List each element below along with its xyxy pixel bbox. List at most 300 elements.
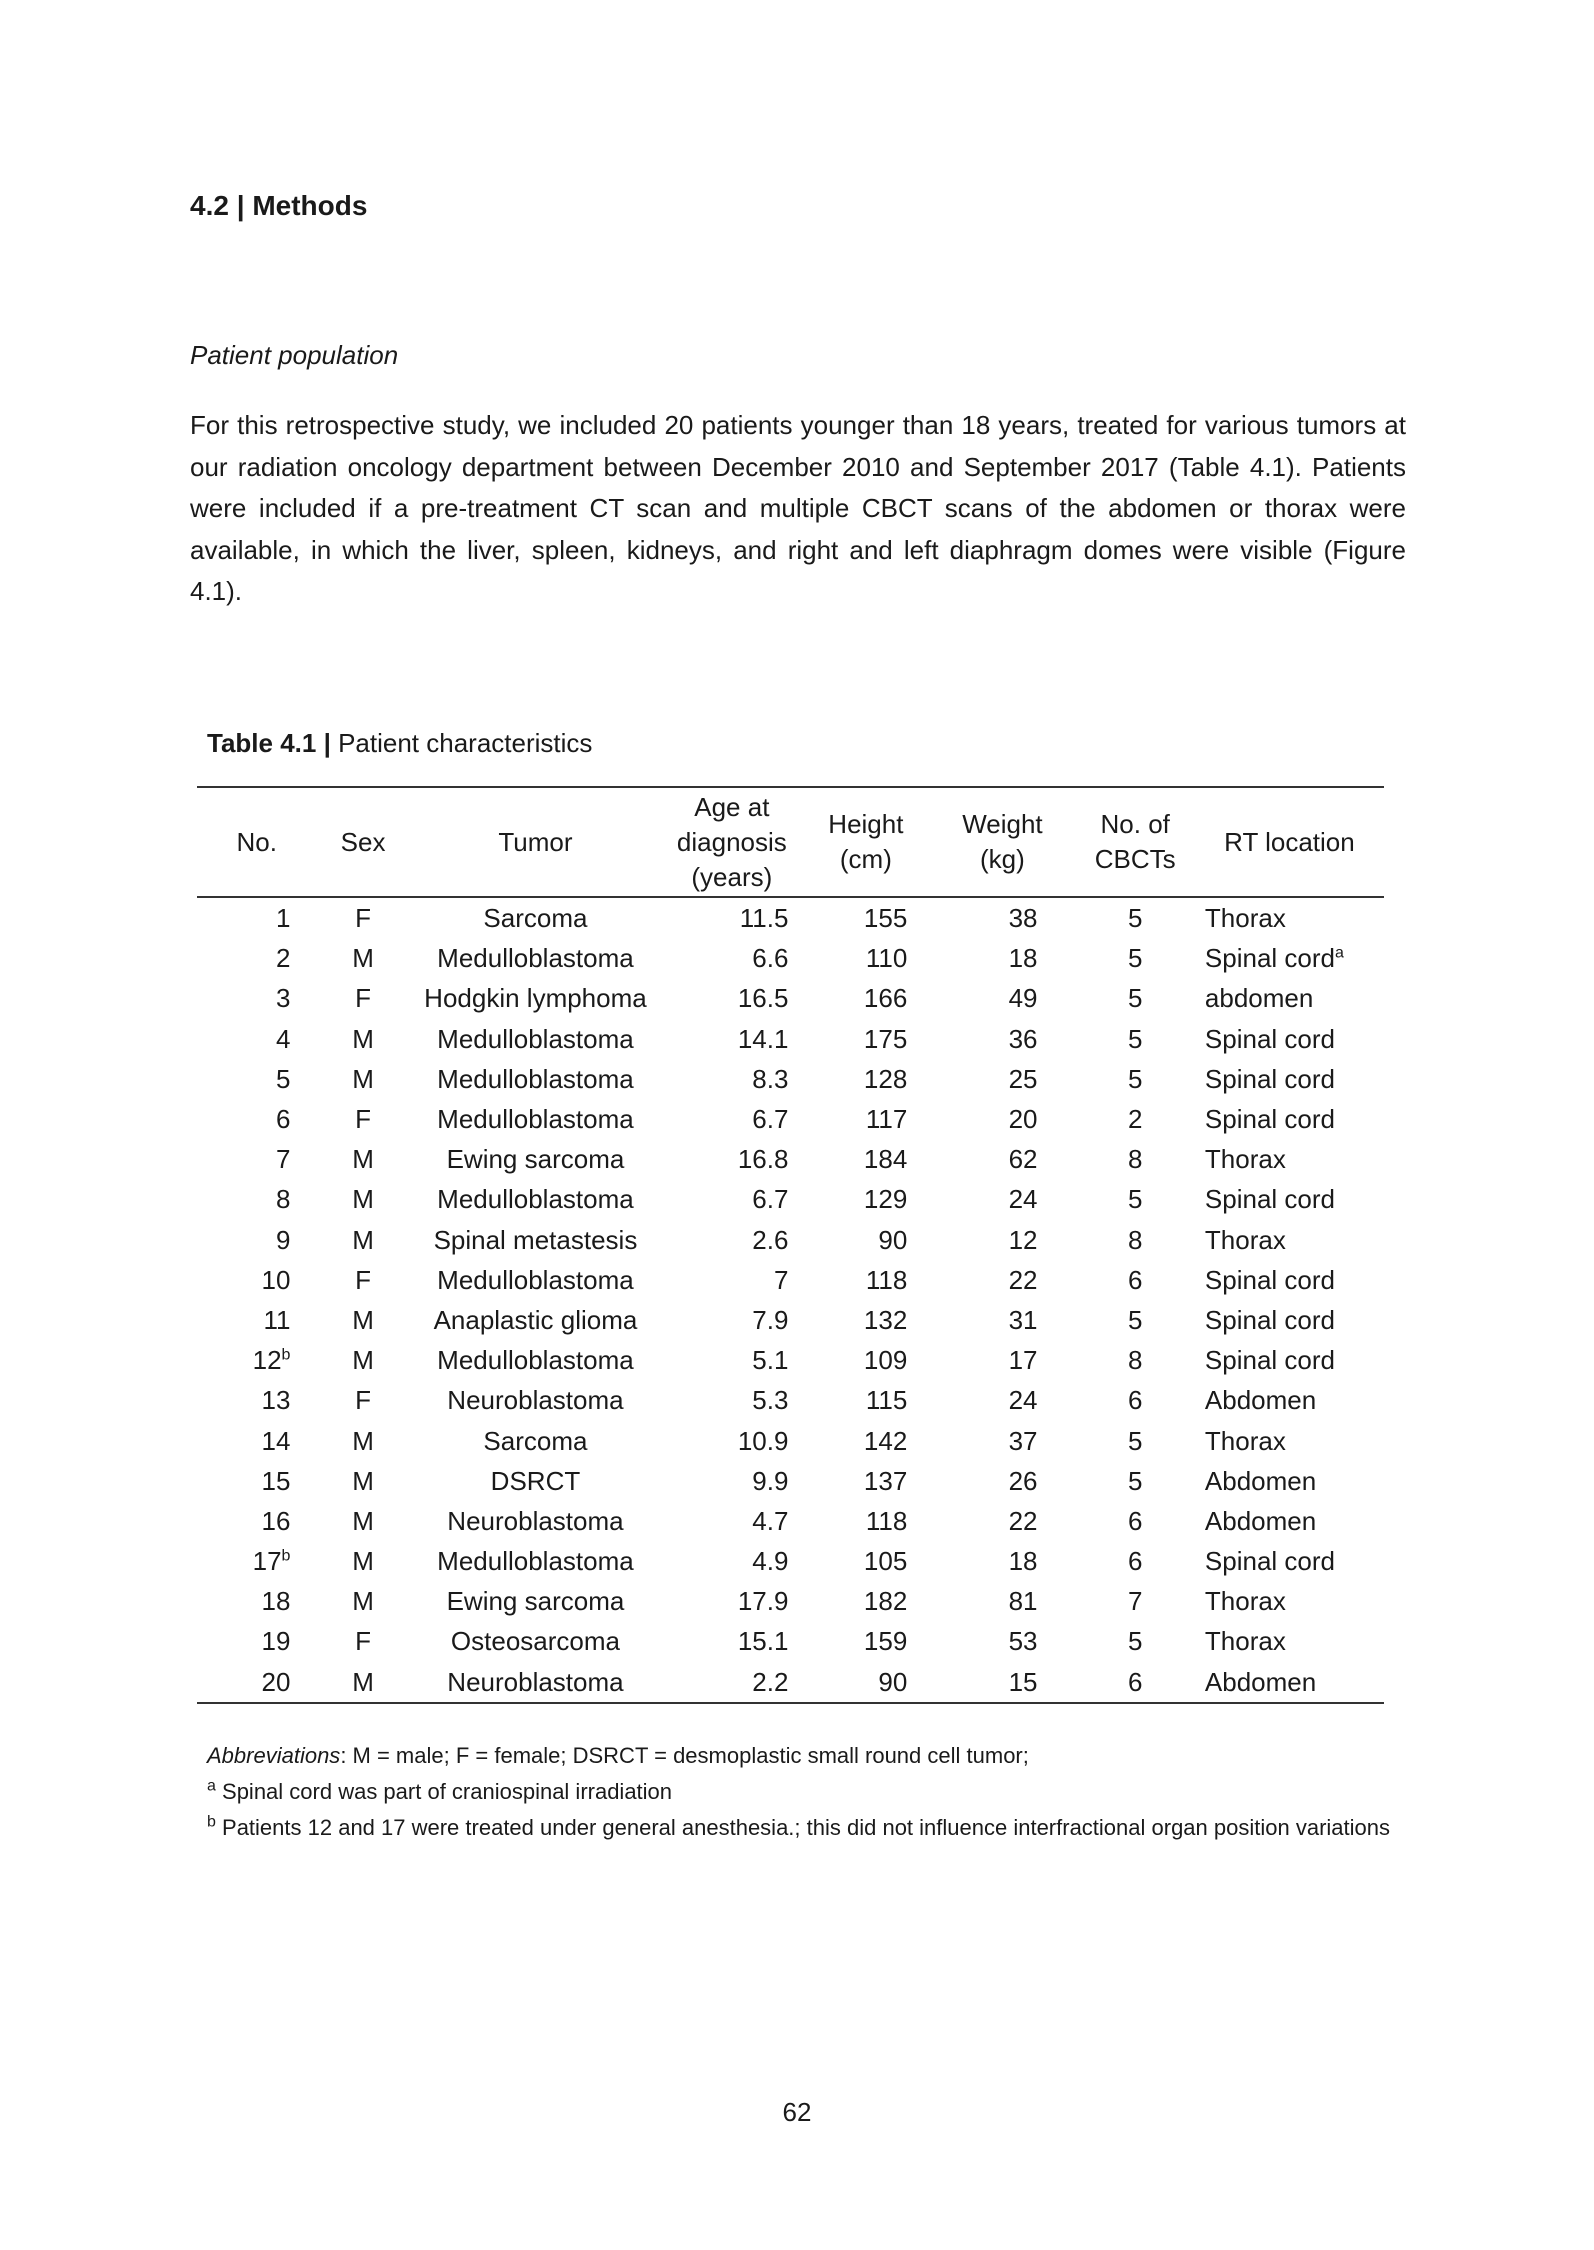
cell-no <box>197 1501 316 1541</box>
header-tumor: Tumor <box>410 787 662 897</box>
cell-cbcts <box>1076 1179 1195 1219</box>
cell-tumor <box>410 1380 662 1420</box>
cell-no-value: 17 <box>252 1546 282 1577</box>
cell-age-value: 4.9 <box>752 1546 789 1577</box>
patient-characteristics-table <box>197 786 1384 1704</box>
cell-weight <box>929 1019 1075 1059</box>
table-row <box>197 1621 1384 1661</box>
cell-rt-location-value: Thorax <box>1204 903 1286 934</box>
cell-sex <box>316 1300 409 1340</box>
header-weight-line2: (kg) <box>980 844 1025 874</box>
cell-sex <box>316 1662 409 1703</box>
table-row <box>197 1179 1384 1219</box>
cell-no <box>197 1380 316 1420</box>
cell-weight-value: 24 <box>1008 1385 1038 1416</box>
footnote-b-text: Patients 12 and 17 were treated under general anesthesia.; this did not influence interfractional organ position variations <box>215 1815 1390 1840</box>
cell-weight-value: 49 <box>1008 983 1038 1014</box>
cell-tumor <box>410 1581 662 1621</box>
cell-cbcts-value: 5 <box>1127 1626 1143 1657</box>
cell-height <box>802 1461 929 1501</box>
cell-height <box>802 1420 929 1460</box>
cell-age <box>661 1340 802 1380</box>
cell-sex-value: M <box>352 1023 374 1054</box>
cell-tumor <box>410 1662 662 1703</box>
cell-no <box>197 1220 316 1260</box>
cell-cbcts <box>1076 938 1195 978</box>
cell-sex-value: M <box>352 1345 374 1376</box>
cell-tumor <box>410 897 662 938</box>
header-age-line3: (years) <box>691 861 773 892</box>
cell-no-value: 6 <box>275 1104 291 1135</box>
cell-weight <box>929 1260 1075 1300</box>
cell-weight-value: 24 <box>1008 1184 1038 1215</box>
footnote-marker: a <box>1335 944 1344 962</box>
cell-sex <box>316 1139 409 1179</box>
footnote-abbreviations <box>207 1738 1407 1774</box>
cell-rt-location-value: Spinal cord <box>1204 1184 1335 1215</box>
cell-tumor <box>410 1621 662 1661</box>
table-header-row <box>197 787 1384 897</box>
table-row <box>197 1581 1384 1621</box>
cell-age-value: 7.9 <box>752 1304 789 1335</box>
cell-cbcts <box>1076 1139 1195 1179</box>
cell-sex-value: F <box>355 1626 372 1657</box>
cell-height-value: 129 <box>863 1184 908 1215</box>
cell-weight-value: 18 <box>1008 943 1038 974</box>
cell-cbcts <box>1076 1340 1195 1380</box>
cell-rt-location-value: Spinal cord <box>1204 1546 1335 1577</box>
cell-sex <box>316 1380 409 1420</box>
table-row <box>197 897 1384 938</box>
cell-sex-value: F <box>355 1264 372 1295</box>
table-caption <box>207 728 592 759</box>
cell-cbcts-value: 8 <box>1127 1345 1143 1376</box>
cell-tumor-value: Neuroblastoma <box>447 1385 624 1416</box>
cell-age <box>661 1581 802 1621</box>
cell-weight-value: 22 <box>1008 1264 1038 1295</box>
cell-age <box>661 1139 802 1179</box>
cell-height <box>802 1621 929 1661</box>
table-row <box>197 1662 1384 1703</box>
cell-rt-location-value: Abdomen <box>1204 1666 1317 1697</box>
cell-cbcts <box>1076 1300 1195 1340</box>
cell-rt-location <box>1195 1179 1384 1219</box>
subheading: Patient population <box>190 340 399 370</box>
footnote-b-mark: b <box>207 1813 216 1831</box>
cell-cbcts <box>1076 1420 1195 1460</box>
cell-height <box>802 1581 929 1621</box>
cell-tumor <box>410 1340 662 1380</box>
cell-no <box>197 1300 316 1340</box>
cell-weight-value: 17 <box>1008 1345 1038 1376</box>
cell-tumor-value: Medulloblastoma <box>437 1264 634 1295</box>
footnote-marker: b <box>281 1547 291 1565</box>
cell-rt-location-value: Thorax <box>1204 1586 1286 1617</box>
cell-tumor-value: Medulloblastoma <box>437 1345 634 1376</box>
cell-no-value: 14 <box>261 1425 291 1456</box>
cell-rt-location <box>1195 1621 1384 1661</box>
cell-rt-location <box>1195 1139 1384 1179</box>
cell-height-value: 128 <box>863 1063 908 1094</box>
cell-no <box>197 1099 316 1139</box>
cell-weight-value: 53 <box>1008 1626 1038 1657</box>
cell-cbcts <box>1076 1581 1195 1621</box>
cell-no-value: 8 <box>275 1184 291 1215</box>
footnote-a <box>207 1774 1407 1810</box>
cell-height <box>802 1300 929 1340</box>
cell-no-value: 16 <box>261 1505 291 1536</box>
cell-tumor-value: Hodgkin lymphoma <box>424 983 647 1014</box>
header-rt-location: RT location <box>1195 787 1384 897</box>
cell-cbcts-value: 5 <box>1127 943 1143 974</box>
cell-weight <box>929 1220 1075 1260</box>
cell-weight <box>929 1501 1075 1541</box>
cell-rt-location <box>1195 1420 1384 1460</box>
cell-cbcts <box>1076 1019 1195 1059</box>
cell-tumor-value: Medulloblastoma <box>437 1184 634 1215</box>
cell-no-value: 15 <box>261 1465 291 1496</box>
cell-age <box>661 1220 802 1260</box>
cell-height-value: 155 <box>863 903 908 934</box>
cell-age-value: 9.9 <box>752 1465 789 1496</box>
cell-rt-location <box>1195 1099 1384 1139</box>
cell-weight-value: 18 <box>1008 1546 1038 1577</box>
cell-no-value: 10 <box>261 1264 291 1295</box>
cell-no <box>197 1461 316 1501</box>
cell-no <box>197 1059 316 1099</box>
cell-age <box>661 1179 802 1219</box>
cell-tumor <box>410 978 662 1018</box>
cell-height <box>802 1220 929 1260</box>
header-cbcts <box>1076 787 1195 897</box>
cell-no-value: 19 <box>261 1626 291 1657</box>
cell-sex <box>316 1340 409 1380</box>
table-row <box>197 1139 1384 1179</box>
section-heading: 4.2 | Methods <box>190 190 368 221</box>
cell-rt-location <box>1195 1380 1384 1420</box>
cell-rt-location <box>1195 938 1384 978</box>
cell-tumor-value: Ewing sarcoma <box>446 1586 625 1617</box>
table-body <box>197 897 1384 1703</box>
cell-age-value: 6.7 <box>752 1184 789 1215</box>
cell-tumor-value: Medulloblastoma <box>437 1023 634 1054</box>
cell-cbcts-value: 7 <box>1127 1586 1143 1617</box>
cell-weight <box>929 1420 1075 1460</box>
table-row <box>197 1300 1384 1340</box>
cell-tumor-value: Osteosarcoma <box>450 1626 620 1657</box>
cell-sex <box>316 1179 409 1219</box>
cell-no <box>197 1621 316 1661</box>
cell-height <box>802 1380 929 1420</box>
cell-cbcts-value: 8 <box>1127 1224 1143 1255</box>
cell-height-value: 182 <box>863 1586 908 1617</box>
cell-rt-location-value: Thorax <box>1204 1144 1286 1175</box>
cell-height <box>802 1662 929 1703</box>
table-row <box>197 1461 1384 1501</box>
cell-tumor-value: Medulloblastoma <box>437 943 634 974</box>
cell-height-value: 90 <box>878 1666 908 1697</box>
cell-no <box>197 1340 316 1380</box>
cell-rt-location-value: Abdomen <box>1204 1385 1317 1416</box>
cell-height <box>802 1501 929 1541</box>
cell-no-value: 3 <box>275 983 291 1014</box>
cell-cbcts <box>1076 1380 1195 1420</box>
table-row <box>197 1059 1384 1099</box>
cell-rt-location <box>1195 1340 1384 1380</box>
cell-sex <box>316 1581 409 1621</box>
table-row <box>197 1220 1384 1260</box>
cell-weight-value: 20 <box>1008 1104 1038 1135</box>
cell-sex-value: M <box>352 1505 374 1536</box>
header-height <box>802 787 929 897</box>
cell-sex-value: M <box>352 1144 374 1175</box>
cell-cbcts <box>1076 1099 1195 1139</box>
cell-height-value: 105 <box>863 1546 908 1577</box>
cell-tumor <box>410 1260 662 1300</box>
table-footnotes <box>207 1738 1407 1846</box>
cell-age <box>661 1501 802 1541</box>
cell-age-value: 14.1 <box>737 1023 789 1054</box>
cell-no-value: 18 <box>261 1586 291 1617</box>
cell-cbcts-value: 6 <box>1127 1666 1143 1697</box>
cell-height-value: 166 <box>863 983 908 1014</box>
table-row <box>197 1340 1384 1380</box>
cell-sex-value: F <box>355 1104 372 1135</box>
cell-sex-value: M <box>352 1546 374 1577</box>
cell-cbcts-value: 5 <box>1127 1063 1143 1094</box>
cell-sex-value: M <box>352 1063 374 1094</box>
cell-cbcts-value: 6 <box>1127 1505 1143 1536</box>
cell-height <box>802 1099 929 1139</box>
header-no: No. <box>197 787 316 897</box>
cell-age-value: 16.8 <box>737 1144 789 1175</box>
header-weight <box>929 787 1075 897</box>
cell-weight <box>929 1139 1075 1179</box>
cell-weight-value: 36 <box>1008 1023 1038 1054</box>
cell-rt-location-value: Spinal cord <box>1204 1104 1335 1135</box>
cell-age <box>661 1019 802 1059</box>
cell-age-value: 5.1 <box>752 1345 789 1376</box>
cell-tumor-value: Spinal metastesis <box>433 1224 638 1255</box>
cell-height <box>802 1260 929 1300</box>
cell-rt-location <box>1195 1220 1384 1260</box>
cell-rt-location-value: Spinal cord <box>1204 1264 1335 1295</box>
cell-age <box>661 1260 802 1300</box>
cell-sex <box>316 1461 409 1501</box>
cell-no <box>197 1019 316 1059</box>
cell-age-value: 17.9 <box>737 1586 789 1617</box>
cell-tumor-value: Anaplastic glioma <box>433 1304 638 1335</box>
cell-sex-value: M <box>352 1666 374 1697</box>
cell-height-value: 142 <box>863 1425 908 1456</box>
cell-weight <box>929 1340 1075 1380</box>
cell-no-value: 11 <box>263 1304 291 1335</box>
cell-height-value: 90 <box>878 1224 908 1255</box>
table-row <box>197 1099 1384 1139</box>
cell-height <box>802 897 929 938</box>
cell-sex <box>316 1501 409 1541</box>
cell-no <box>197 1139 316 1179</box>
footnote-a-mark: a <box>207 1777 216 1795</box>
cell-sex-value: M <box>352 1184 374 1215</box>
cell-rt-location <box>1195 1260 1384 1300</box>
cell-cbcts <box>1076 1461 1195 1501</box>
cell-height <box>802 1179 929 1219</box>
header-height-line2: (cm) <box>839 844 892 874</box>
header-sex: Sex <box>316 787 409 897</box>
cell-sex <box>316 1541 409 1581</box>
cell-age-value: 16.5 <box>737 983 789 1014</box>
cell-sex-value: M <box>352 1465 374 1496</box>
cell-height-value: 137 <box>863 1465 908 1496</box>
cell-rt-location-value: Thorax <box>1204 1425 1286 1456</box>
cell-sex <box>316 1220 409 1260</box>
cell-height <box>802 978 929 1018</box>
cell-age-value: 8.3 <box>752 1063 789 1094</box>
table-caption-text: Patient characteristics <box>330 728 593 758</box>
cell-rt-location <box>1195 897 1384 938</box>
cell-weight-value: 37 <box>1008 1425 1038 1456</box>
cell-height-value: 159 <box>863 1626 908 1657</box>
cell-weight-value: 22 <box>1008 1505 1038 1536</box>
cell-no-value: 7 <box>275 1144 291 1175</box>
cell-age <box>661 1059 802 1099</box>
cell-sex-value: F <box>355 1385 372 1416</box>
cell-tumor <box>410 1099 662 1139</box>
cell-tumor-value: DSRCT <box>490 1465 581 1496</box>
cell-age <box>661 978 802 1018</box>
cell-weight <box>929 1461 1075 1501</box>
cell-no-value: 12 <box>252 1345 282 1376</box>
cell-height-value: 175 <box>863 1023 908 1054</box>
cell-rt-location-value: Spinal cord <box>1204 1345 1335 1376</box>
abbreviations-text: : M = male; F = female; DSRCT = desmoplastic small round cell tumor; <box>340 1743 1029 1768</box>
cell-age <box>661 1461 802 1501</box>
cell-cbcts-value: 5 <box>1127 903 1143 934</box>
cell-rt-location-value: abdomen <box>1204 983 1314 1014</box>
cell-cbcts-value: 8 <box>1127 1144 1143 1175</box>
cell-rt-location <box>1195 1501 1384 1541</box>
cell-sex-value: F <box>355 983 372 1014</box>
cell-tumor <box>410 1139 662 1179</box>
cell-weight-value: 12 <box>1008 1224 1038 1255</box>
body-paragraph: For this retrospective study, we included 20 patients younger than 18 years, treated for various tumors at our radiation oncology department between December 2010 and September 2017 (Table 4.1). Patients were included if a pre-treatment CT scan and multiple CBCT scans of the abdomen or thorax were available, in which the liver, spleen, kidneys, and right and left diaphragm domes were visible (Figure 4.1). <box>190 410 1406 606</box>
cell-sex <box>316 1099 409 1139</box>
cell-cbcts <box>1076 1541 1195 1581</box>
cell-cbcts-value: 5 <box>1127 1184 1143 1215</box>
cell-height-value: 118 <box>865 1505 908 1536</box>
cell-no-value: 5 <box>275 1063 291 1094</box>
cell-age-value: 6.6 <box>752 943 789 974</box>
cell-sex-value: F <box>355 903 372 934</box>
cell-sex <box>316 1621 409 1661</box>
cell-no <box>197 1581 316 1621</box>
cell-age <box>661 897 802 938</box>
cell-height <box>802 938 929 978</box>
header-age <box>661 787 802 897</box>
cell-weight <box>929 1300 1075 1340</box>
cell-no-value: 9 <box>275 1224 291 1255</box>
cell-cbcts <box>1076 897 1195 938</box>
header-age-line2: diagnosis <box>676 826 787 857</box>
cell-tumor-value: Medulloblastoma <box>437 1546 634 1577</box>
cell-no <box>197 1260 316 1300</box>
cell-weight <box>929 1541 1075 1581</box>
cell-tumor <box>410 1300 662 1340</box>
cell-tumor-value: Medulloblastoma <box>437 1063 634 1094</box>
cell-cbcts <box>1076 1260 1195 1300</box>
cell-tumor <box>410 1541 662 1581</box>
cell-no-value: 13 <box>261 1385 291 1416</box>
cell-sex <box>316 1260 409 1300</box>
cell-sex <box>316 938 409 978</box>
cell-rt-location-value: Thorax <box>1204 1626 1286 1657</box>
cell-rt-location <box>1195 1581 1384 1621</box>
cell-sex-value: M <box>352 1224 374 1255</box>
cell-no-value: 2 <box>275 943 291 974</box>
table-row <box>197 1501 1384 1541</box>
cell-rt-location-value: Thorax <box>1204 1224 1286 1255</box>
cell-cbcts <box>1076 1220 1195 1260</box>
cell-tumor-value: Neuroblastoma <box>447 1666 624 1697</box>
cell-cbcts-value: 5 <box>1127 1425 1143 1456</box>
cell-no <box>197 938 316 978</box>
cell-age-value: 4.7 <box>752 1505 789 1536</box>
cell-cbcts-value: 6 <box>1127 1546 1143 1577</box>
cell-age-value: 11.5 <box>739 903 789 934</box>
cell-weight <box>929 938 1075 978</box>
cell-age-value: 2.6 <box>752 1224 789 1255</box>
cell-cbcts-value: 5 <box>1127 983 1143 1014</box>
cell-weight <box>929 897 1075 938</box>
cell-weight-value: 31 <box>1008 1304 1038 1335</box>
header-cbcts-line2: CBCTs <box>1094 844 1176 874</box>
table-caption-label: Table 4.1 | <box>207 728 331 758</box>
table-row <box>197 1380 1384 1420</box>
footnote-marker: b <box>281 1346 291 1364</box>
cell-age-value: 6.7 <box>752 1104 789 1135</box>
cell-tumor <box>410 1059 662 1099</box>
table-row <box>197 1420 1384 1460</box>
table-row <box>197 1260 1384 1300</box>
cell-tumor <box>410 1179 662 1219</box>
cell-no <box>197 1420 316 1460</box>
cell-rt-location <box>1195 1662 1384 1703</box>
cell-weight-value: 62 <box>1008 1144 1038 1175</box>
header-height-line1: Height <box>828 809 904 839</box>
cell-height-value: 132 <box>863 1304 908 1335</box>
cell-cbcts-value: 6 <box>1127 1385 1143 1416</box>
page-number: 62 <box>782 2097 812 2127</box>
cell-age <box>661 1621 802 1661</box>
cell-age-value: 2.2 <box>752 1666 789 1697</box>
cell-age <box>661 1662 802 1703</box>
cell-tumor-value: Sarcoma <box>483 903 588 934</box>
cell-height-value: 117 <box>865 1104 908 1135</box>
cell-sex-value: M <box>352 943 374 974</box>
cell-no <box>197 1662 316 1703</box>
cell-no <box>197 1541 316 1581</box>
cell-age-value: 7 <box>773 1264 789 1295</box>
cell-sex-value: M <box>352 1304 374 1335</box>
cell-tumor <box>410 1501 662 1541</box>
cell-age <box>661 1541 802 1581</box>
cell-height <box>802 1059 929 1099</box>
cell-rt-location-value: Spinal cord <box>1204 1023 1335 1054</box>
table-row <box>197 1541 1384 1581</box>
cell-height <box>802 1541 929 1581</box>
table-row <box>197 978 1384 1018</box>
